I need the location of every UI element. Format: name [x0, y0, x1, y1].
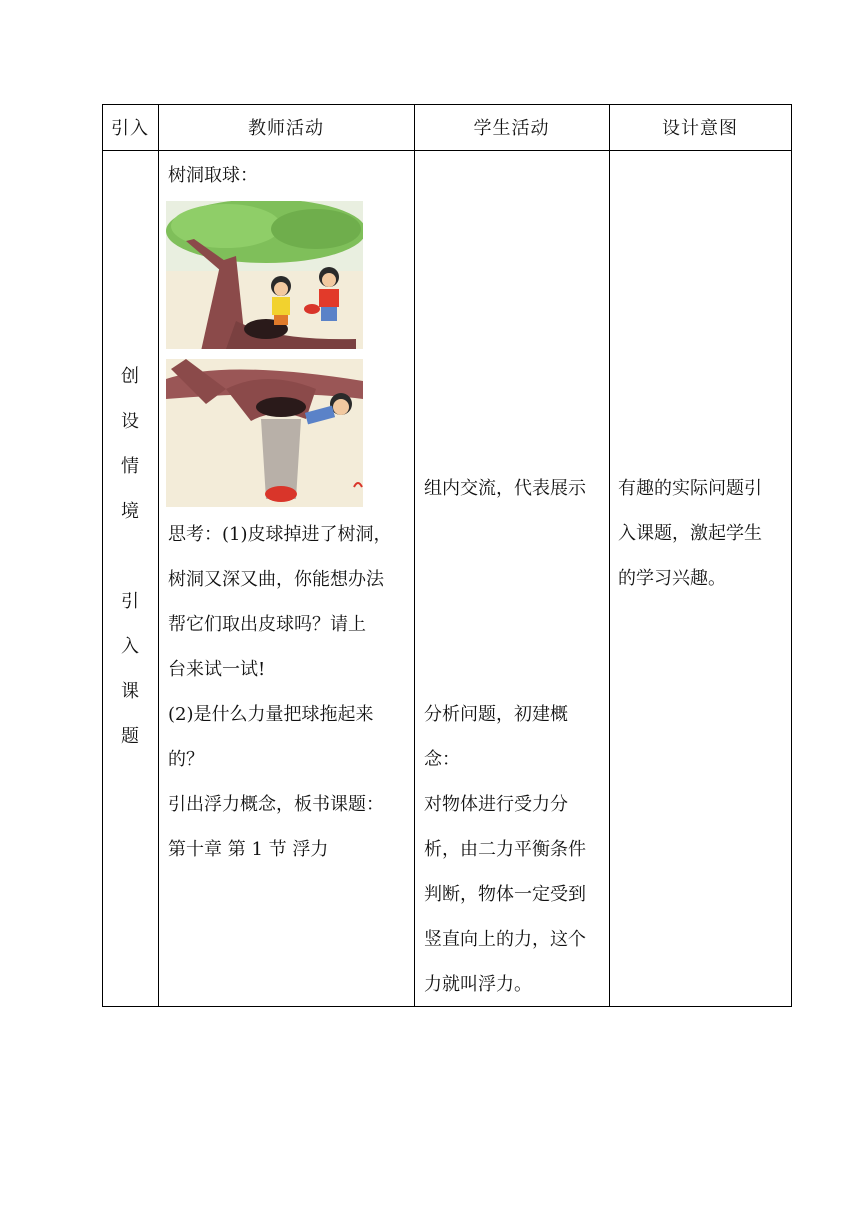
student-analysis	[424, 692, 586, 1007]
illustration-kids-at-tree	[166, 201, 363, 349]
teacher-line: (2)是什么力量把球拖起来	[168, 704, 374, 725]
student-line: 析，由二力平衡条件	[424, 839, 586, 860]
intent-line: 入课题，激起学生	[618, 523, 762, 544]
stage-char: 创	[121, 366, 139, 387]
teacher-line: 帮它们取出皮球吗？请上	[168, 614, 366, 635]
stage-char: 题	[121, 726, 139, 747]
teacher-heading: 树洞取球：	[168, 165, 258, 186]
student-discussion: 组内交流，代表展示	[424, 478, 586, 499]
teacher-line: 的？	[168, 749, 204, 770]
stage-char: 课	[121, 681, 139, 702]
student-line: 对物体进行受力分	[424, 794, 568, 815]
student-line: 竖直向上的力，这个	[424, 929, 586, 950]
intent-line: 有趣的实际问题引	[618, 478, 762, 499]
student-line: 判断，物体一定受到	[424, 884, 586, 905]
stage-label	[102, 354, 158, 759]
intent-line: 的学习兴趣。	[618, 568, 726, 589]
teacher-line: 思考：(1)皮球掉进了树洞，	[168, 524, 392, 545]
stage-char: 设	[121, 411, 139, 432]
teacher-line: 第十章 第 1 节 浮力	[168, 839, 329, 860]
header-teacher-activity: 教师活动	[248, 118, 324, 139]
teacher-activity-text	[168, 512, 392, 872]
design-intent-text	[618, 466, 762, 601]
teacher-line: 台来试一试!	[168, 659, 266, 680]
stage-char: 入	[121, 636, 139, 657]
illustration-child-reaching-into-hollow	[166, 359, 363, 507]
stage-spacer	[102, 534, 158, 579]
stage-char: 境	[121, 501, 139, 522]
header-student-activity: 学生活动	[473, 118, 550, 139]
teacher-line: 树洞又深又曲，你能想办法	[168, 569, 384, 590]
student-line: 分析问题，初建概	[424, 704, 568, 725]
teacher-line: 引出浮力概念，板书课题：	[168, 794, 384, 815]
header-intro: 引入	[111, 118, 149, 139]
header-design-intent: 设计意图	[662, 118, 738, 139]
student-line: 念：	[424, 749, 460, 770]
stage-char: 引	[121, 591, 139, 612]
stage-char: 情	[121, 456, 139, 477]
student-line: 力就叫浮力。	[424, 974, 532, 995]
